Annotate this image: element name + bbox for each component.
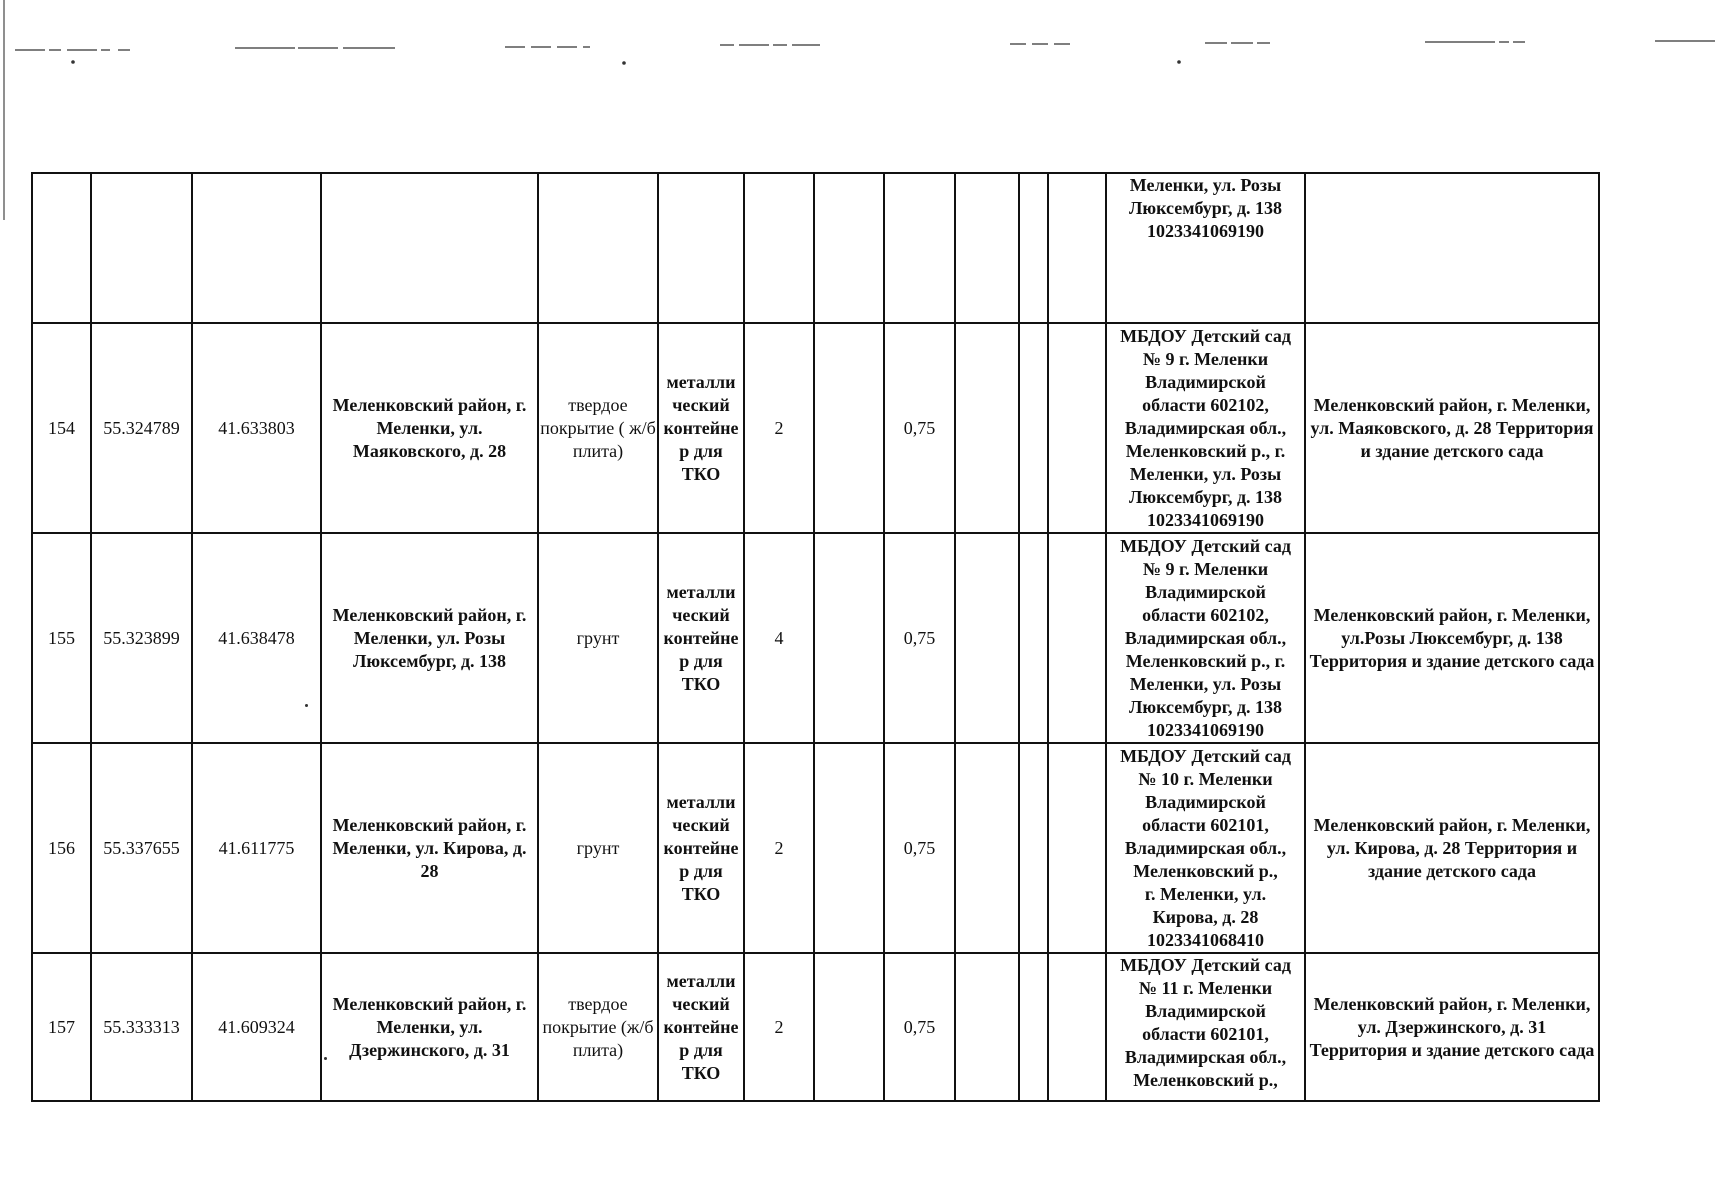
cell-empty — [1019, 173, 1048, 323]
owner-line: Кирова, д. 28 — [1152, 906, 1259, 927]
surface-cell: твердое покрытие (ж/б плита) — [538, 953, 658, 1101]
owner-line: МБДОУ Детский сад — [1120, 325, 1291, 346]
owner-line: МБДОУ Детский сад — [1120, 955, 1291, 975]
owner-line: 1023341069190 — [1147, 221, 1264, 241]
latitude-cell: 55.337655 — [91, 743, 192, 953]
waste-source-cell: Меленковский район, г. Меленки, ул. Дзержинского, д. 31 Территория и здание детского сада — [1305, 953, 1599, 1101]
owner-line: № 10 г. Меленки — [1138, 768, 1273, 789]
cell-empty — [1048, 173, 1106, 323]
owner-line: области 602101, — [1142, 1024, 1269, 1044]
cell-empty — [814, 953, 884, 1101]
owner-line: Владимирской — [1145, 791, 1266, 812]
table-row — [32, 953, 1599, 1101]
container-volume-cell: 0,75 — [884, 953, 955, 1101]
address-cell: Меленковский район, г. Меленки, ул. Кирова, д. 28 — [321, 743, 538, 953]
cell-empty — [955, 953, 1019, 1101]
cell-empty — [814, 173, 884, 323]
owner-line: МБДОУ Детский сад — [1120, 535, 1291, 556]
latitude-cell: 55.333313 — [91, 953, 192, 1101]
owner-line: области 602102, — [1142, 394, 1269, 415]
owner-line: Меленки, ул. Розы — [1129, 673, 1282, 694]
owner-line: Владимирской — [1145, 371, 1266, 392]
table-row-continued — [32, 173, 1599, 323]
scan-speck — [305, 704, 308, 707]
container-cell: металли ческий контейне р для ТКО — [658, 953, 744, 1101]
container-volume-cell: 0,75 — [884, 533, 955, 743]
scan-left-edge — [3, 0, 5, 220]
cell-empty — [955, 173, 1019, 323]
container-count-cell: 4 — [744, 533, 814, 743]
cell-empty — [538, 173, 658, 323]
longitude-cell: 41.609324 — [192, 953, 321, 1101]
owner-line: Меленковский р., г. — [1125, 650, 1286, 671]
longitude-cell: 41.638478 — [192, 533, 321, 743]
scan-speck — [324, 1057, 327, 1060]
address-cell: Меленковский район, г. Меленки, ул. Дзержинского, д. 31 — [321, 953, 538, 1101]
address-cell: Меленковский район, г. Меленки, ул. Маяковского, д. 28 — [321, 323, 538, 533]
cell-empty — [1048, 323, 1106, 533]
owner-line: г. Меленки, ул. — [1144, 883, 1267, 904]
row-number: 156 — [32, 743, 91, 953]
owner-line: Люксембург, д. 138 — [1128, 198, 1283, 218]
owner-line: Меленки, ул. Розы — [1129, 463, 1282, 484]
table-row — [32, 533, 1599, 743]
longitude-cell: 41.611775 — [192, 743, 321, 953]
owner-line: Люксембург, д. 138 — [1128, 486, 1283, 507]
cell-empty — [91, 173, 192, 323]
address-cell: Меленковский район, г. Меленки, ул. Розы Люксембург, д. 138 — [321, 533, 538, 743]
owner-line: № 9 г. Меленки — [1142, 348, 1269, 369]
container-volume-cell: 0,75 — [884, 323, 955, 533]
table-row — [32, 743, 1599, 953]
row-number: 155 — [32, 533, 91, 743]
container-count-cell: 2 — [744, 953, 814, 1101]
table-row — [32, 323, 1599, 533]
cell-empty — [955, 743, 1019, 953]
container-cell: металли ческий контейне р для ТКО — [658, 743, 744, 953]
owner-cell — [1106, 323, 1305, 533]
cell-empty — [955, 323, 1019, 533]
surface-cell: грунт — [538, 743, 658, 953]
latitude-cell: 55.323899 — [91, 533, 192, 743]
owner-line: Меленковский р., г. — [1125, 440, 1286, 461]
owner-cell — [1106, 743, 1305, 953]
owner-line: № 9 г. Меленки — [1142, 558, 1269, 579]
container-cell: металли ческий контейне р для ТКО — [658, 323, 744, 533]
container-volume-cell: 0,75 — [884, 743, 955, 953]
cell-empty — [1019, 533, 1048, 743]
container-cell: металли ческий контейне р для ТКО — [658, 533, 744, 743]
scan-header-marks — [0, 0, 1715, 120]
owner-line: Владимирская обл., — [1124, 1047, 1287, 1067]
waste-source-cell: Меленковский район, г. Меленки, ул. Кирова, д. 28 Территория и здание детского сада — [1305, 743, 1599, 953]
owner-line: области 602102, — [1142, 604, 1269, 625]
cell-empty — [744, 173, 814, 323]
owner-cell — [1106, 953, 1305, 1101]
cell-empty — [1019, 323, 1048, 533]
surface-cell: твердое покрытие ( ж/б плита) — [538, 323, 658, 533]
cell-empty — [1019, 743, 1048, 953]
owner-line: Владимирская обл., — [1124, 837, 1287, 858]
cell-empty — [955, 533, 1019, 743]
owner-line: Меленки, ул. Розы — [1129, 175, 1282, 195]
owner-line: Владимирской — [1145, 581, 1266, 602]
owner-line: МБДОУ Детский сад — [1120, 745, 1291, 766]
owner-line: 1023341069190 — [1147, 719, 1264, 740]
owner-line: Владимирская обл., — [1124, 417, 1287, 438]
cell-empty — [1048, 743, 1106, 953]
owner-line: Владимирской — [1145, 1001, 1266, 1021]
container-count-cell: 2 — [744, 743, 814, 953]
surface-cell: грунт — [538, 533, 658, 743]
owner-line: Меленковский р., — [1133, 1070, 1278, 1090]
owner-line: 1023341069190 — [1147, 509, 1264, 530]
latitude-cell: 55.324789 — [91, 323, 192, 533]
cell-empty — [192, 173, 321, 323]
waste-source-cell: Меленковский район, г. Меленки, ул. Маяковского, д. 28 Территория и здание детского сада — [1305, 323, 1599, 533]
cell-empty — [1305, 173, 1599, 323]
cell-empty — [321, 173, 538, 323]
owner-line: Меленковский р., — [1133, 860, 1278, 881]
cell-empty — [1019, 953, 1048, 1101]
row-number: 154 — [32, 323, 91, 533]
row-number: 157 — [32, 953, 91, 1101]
owner-line: области 602101, — [1142, 814, 1269, 835]
owner-cell — [1106, 533, 1305, 743]
owner-line: Люксембург, д. 138 — [1128, 696, 1283, 717]
cell-empty — [1048, 953, 1106, 1101]
owner-cell — [1106, 173, 1305, 323]
cell-empty — [658, 173, 744, 323]
cell-empty — [814, 533, 884, 743]
cell-empty — [814, 323, 884, 533]
longitude-cell: 41.633803 — [192, 323, 321, 533]
registry-table — [31, 172, 1600, 1102]
cell-empty — [884, 173, 955, 323]
cell-empty — [814, 743, 884, 953]
cell-empty — [1048, 533, 1106, 743]
owner-line: № 11 г. Меленки — [1138, 978, 1273, 998]
cell-empty — [32, 173, 91, 323]
owner-line: Владимирская обл., — [1124, 627, 1287, 648]
owner-line: 1023341068410 — [1147, 929, 1264, 950]
waste-source-cell: Меленковский район, г. Меленки, ул.Розы Люксембург, д. 138 Территория и здание детского сада — [1305, 533, 1599, 743]
container-count-cell: 2 — [744, 323, 814, 533]
